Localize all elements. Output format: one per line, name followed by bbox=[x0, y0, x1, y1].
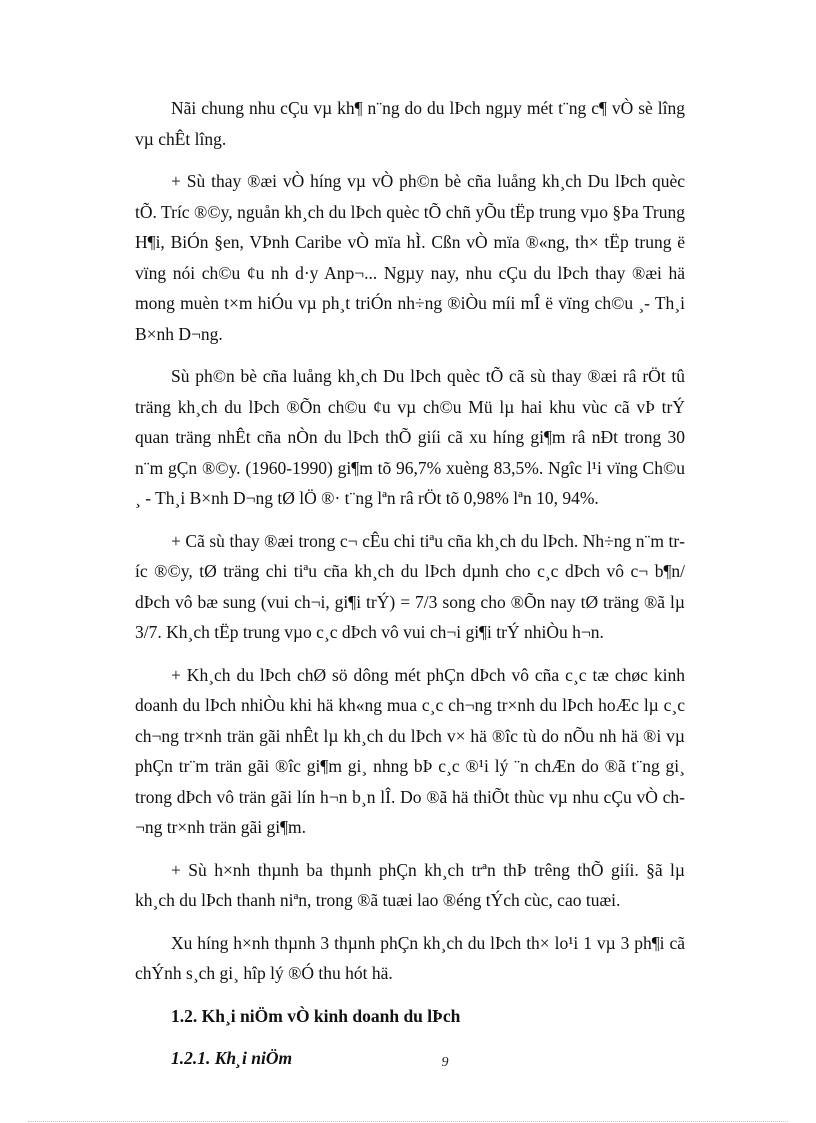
paragraph-5: + Kh¸ch du lÞch chØ sö dông mét phÇn dÞch vô cña c¸c tæ chøc kinh doanh du lÞch nhiÒu khi hä kh«ng mua c¸c ch¬ng tr×nh du lÞch hoÆc lµ c¸c ch¬ng tr×nh trän gãi nhÊt lµ kh¸ch du lÞch v× hä ®îc tù do nÕu nh hä ®i vµ phÇn tr¨m trän gãi ®îc gi¶m gi¸ nhng bÞ c¸c ®¹i lý ¨n chÆn do ®ã t¨ng gi¸ trong dÞch vô trän gãi lín h¬n b¸n lÎ. Do ®ã hä thiÕt thùc vµ nhu cÇu vÒ ch¬ng tr×nh trän gãi gi¶m. bbox=[135, 664, 685, 837]
subsection-heading: 1.2.1. Kh¸i niÖm bbox=[171, 1048, 293, 1068]
section-heading: 1.2. Kh¸i niÖm vÒ kinh doanh du lÞch bbox=[171, 1005, 461, 1026]
paragraph-1: Nãi chung nhu cÇu vµ kh¶ n¨ng do du lÞch ngµy mét t¨ng c¶ vÒ sè lîng vµ chÊt lîng. bbox=[135, 98, 685, 149]
page-number: 9 bbox=[441, 1055, 449, 1070]
paragraph-2: + Sù thay ®æi vÒ híng vµ vÒ ph©n bè cña luång kh¸ch Du lÞch quèc tÕ. Tríc ®©y, nguån kh¸ch du lÞch quèc tÕ chñ yÕu tËp trung vµo §Þa Trung H¶i, BiÓn §en, VÞnh Caribe vÒ mïa hÌ. Cßn vÒ mïa ®«ng, th× tËp trung ë vïng nói ch©u ¢u nh d·y Anp¬... Ngµy nay, nhu cÇu du lÞch thay ®æi hä mong muèn t×m hiÓu vµ ph¸t triÓn nh÷ng ®iÒu míi mÎ ë vïng ch©u ¸- Th¸i B×nh D¬ng. bbox=[135, 171, 685, 344]
paragraph-4: + Cã sù thay ®æi trong c¬ cÊu chi tiªu cña kh¸ch du lÞch. Nh÷ng n¨m tríc ®©y, tØ träng chi tiªu cña kh¸ch du lÞch dµnh cho c¸c dÞch vô c¬ b¶n/ dÞch vô bæ sung (vui ch¬i, gi¶i trÝ) = 7/3 song cho ®Õn nay tØ träng ®ã lµ 3/7. Kh¸ch tËp trung vµo c¸c dÞch vô vui ch¬i gi¶i trÝ nhiÒu h¬n. bbox=[135, 530, 685, 642]
paragraph-6: + Sù h×nh thµnh ba thµnh phÇn kh¸ch trªn thÞ trêng thÕ giíi. §ã lµ kh¸ch du lÞch thanh niªn, trong ®ã tuæi lao ®éng tÝch cùc, cao tuæi. bbox=[135, 859, 685, 910]
page-bottom-divider bbox=[28, 1121, 788, 1122]
paragraph-3: Sù ph©n bè cña luång kh¸ch Du lÞch quèc tÕ cã sù thay ®æi râ rÖt tû träng kh¸ch du lÞch ®Õn ch©u ¢u vµ ch©u Mü lµ hai khu vùc cã vÞ trÝ quan träng nhÊt cña nÒn du lÞch thÕ giíi cã xu híng gi¶m râ nÐt trong 30 n¨m gÇn ®©y. (1960-1990) gi¶m tõ 96,7% xuèng 83,5%. Ngîc l¹i vïng Ch©u ¸ - Th¸i B×nh D¬ng tØ lÖ ®· t¨ng lªn râ rÖt tõ 0,98% lªn 10, 94%. bbox=[135, 366, 685, 508]
paragraph-7: Xu híng h×nh thµnh 3 thµnh phÇn kh¸ch du lÞch th× lo¹i 1 vµ 3 ph¶i cã chÝnh s¸ch gi¸ hîp lý ®Ó thu hót hä. bbox=[135, 932, 685, 983]
document-body bbox=[135, 93, 685, 1074]
